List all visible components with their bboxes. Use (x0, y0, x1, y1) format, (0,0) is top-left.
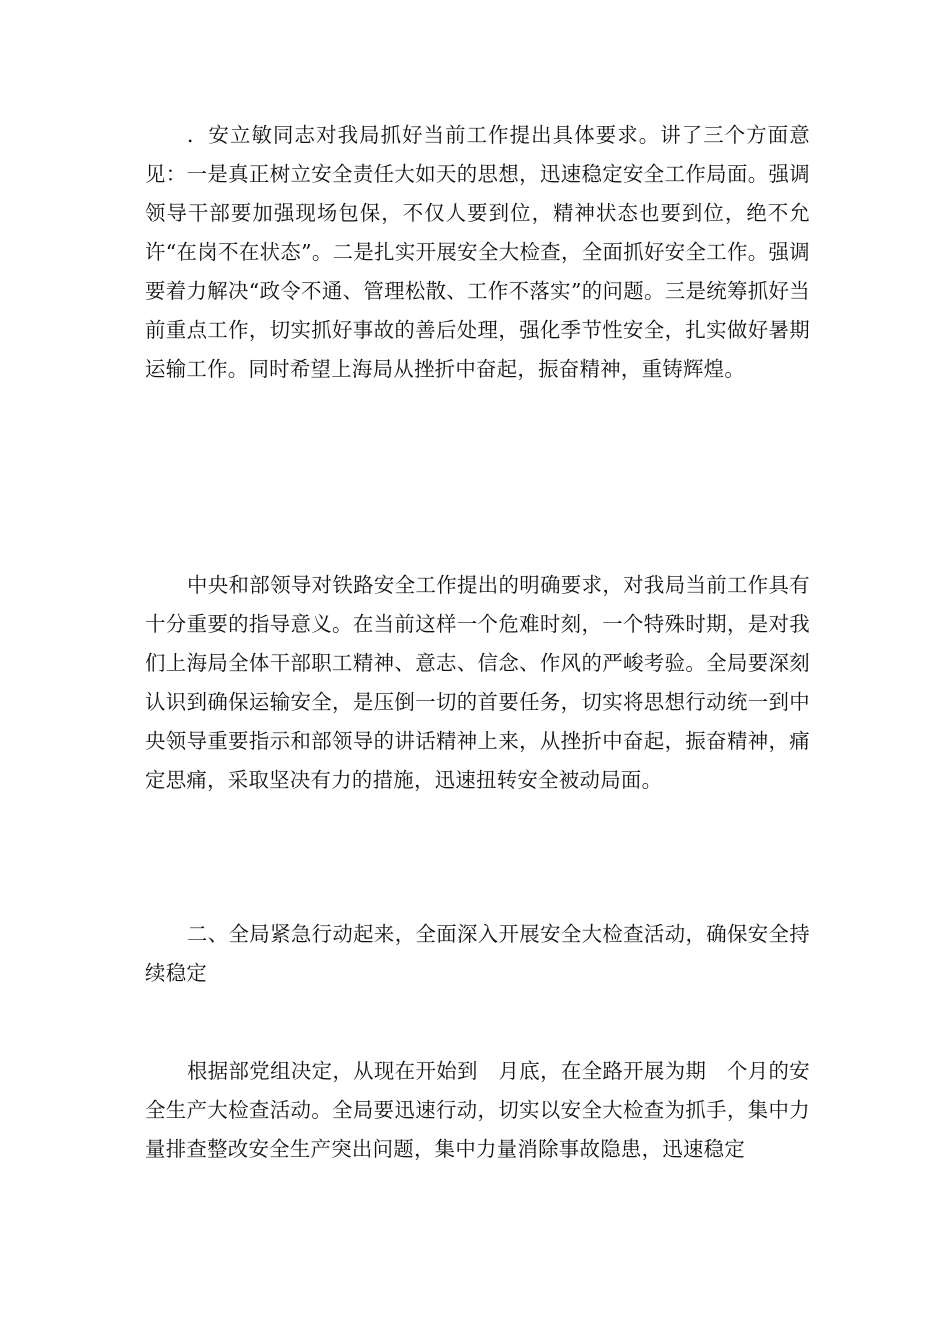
paragraph-safety-inspection: 根据部党组决定，从现在开始到 月底，在全路开展为期 个月的安全生产大检查活动。全局要迅速行动，切实以安全大检查为抓手，集中力量排查整改安全生产突出问题，集中力量消除事故隐患，迅速稳定 (145, 1059, 810, 1161)
paragraph-central-guidance: 中央和部领导对铁路安全工作提出的明确要求，对我局当前工作具有十分重要的指导意义。在当前这样一个危难时刻，一个特殊时期，是对我们上海局全体干部职工精神、意志、信念、作风的严峻考验。全局要深刻认识到确保运输安全，是压倒一切的首要任务，切实将思想行动统一到中央领导重要指示和部领导的讲话精神上来，从挫折中奋起，振奋精神，痛定思痛，采取坚决有力的措施，迅速扭转安全被动局面。 (145, 573, 810, 792)
section-heading-2: 二、全局紧急行动起来，全面深入开展安全大检查活动，确保安全持续稳定 (145, 922, 810, 985)
paragraph-leadership-requirements: ．安立敏同志对我局抓好当前工作提出具体要求。讲了三个方面意见：一是真正树立安全责任大如天的思想，迅速稳定安全工作局面。强调领导干部要加强现场包保，不仅人要到位，精神状态也要到位，绝不允许“在岗不在状态”。二是扎实开展安全大检查，全面抓好安全工作。强调要着力解决“政令不通、管理松散、工作不落实”的问题。三是统筹抓好当前重点工作，切实抓好事故的善后处理，强化季节性安全，扎实做好暑期运输工作。同时希望上海局从挫折中奋起，振奋精神，重铸辉煌。 (145, 123, 810, 381)
